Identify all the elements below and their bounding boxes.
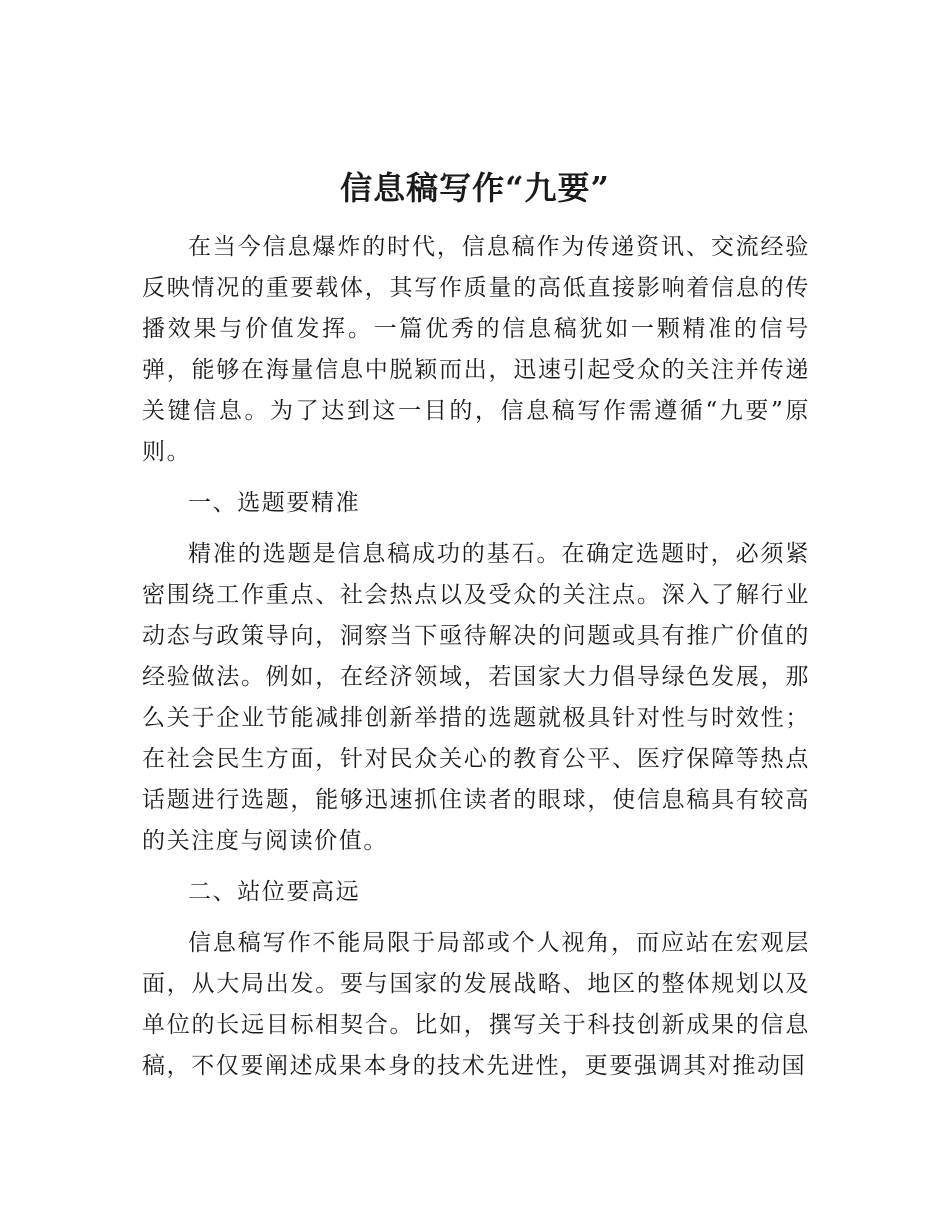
section-body-2: 信息稿写作不能局限于局部或个人视角，而应站在宏观层面，从大局出发。要与国家的发展战略、地区的整体规划以及单位的长远目标相契合。比如，撰写关于科技创新成果的信息稿，不仅要阐述成果本身的技术先进性，更要强调其对推动国 [142, 930, 810, 1079]
section-heading-2: 二、站位要高远 [188, 879, 361, 905]
document-body [142, 227, 810, 1087]
section-body-1: 精准的选题是信息稿成功的基石。在确定选题时，必须紧密围绕工作重点、社会热点以及受众的关注点。深入了解行业动态与政策导向，洞察当下亟待解决的问题或具有推广价值的经验做法。例如，在经济领域，若国家大力倡导绿色发展，那么关于企业节能减排创新举措的选题就极具针对性与时效性；在社会民生方面，针对民众关心的教育公平、医疗保障等热点话题进行选题，能够迅速抓住读者的眼球，使信息稿具有较高的关注度与阅读价值。 [142, 541, 810, 854]
document-title: 信息稿写作“九要” [340, 169, 610, 207]
section-heading-1: 一、选题要精准 [188, 490, 361, 516]
intro-paragraph: 在当今信息爆炸的时代，信息稿作为传递资讯、交流经验反映情况的重要载体，其写作质量的高低直接影响着信息的传播效果与价值发挥。一篇优秀的信息稿犹如一颗精准的信号弹，能够在海量信息中脱颖而出，迅速引起受众的关注并传递关键信息。为了达到这一目的，信息稿写作需遵循“九要”原则。 [142, 234, 810, 465]
